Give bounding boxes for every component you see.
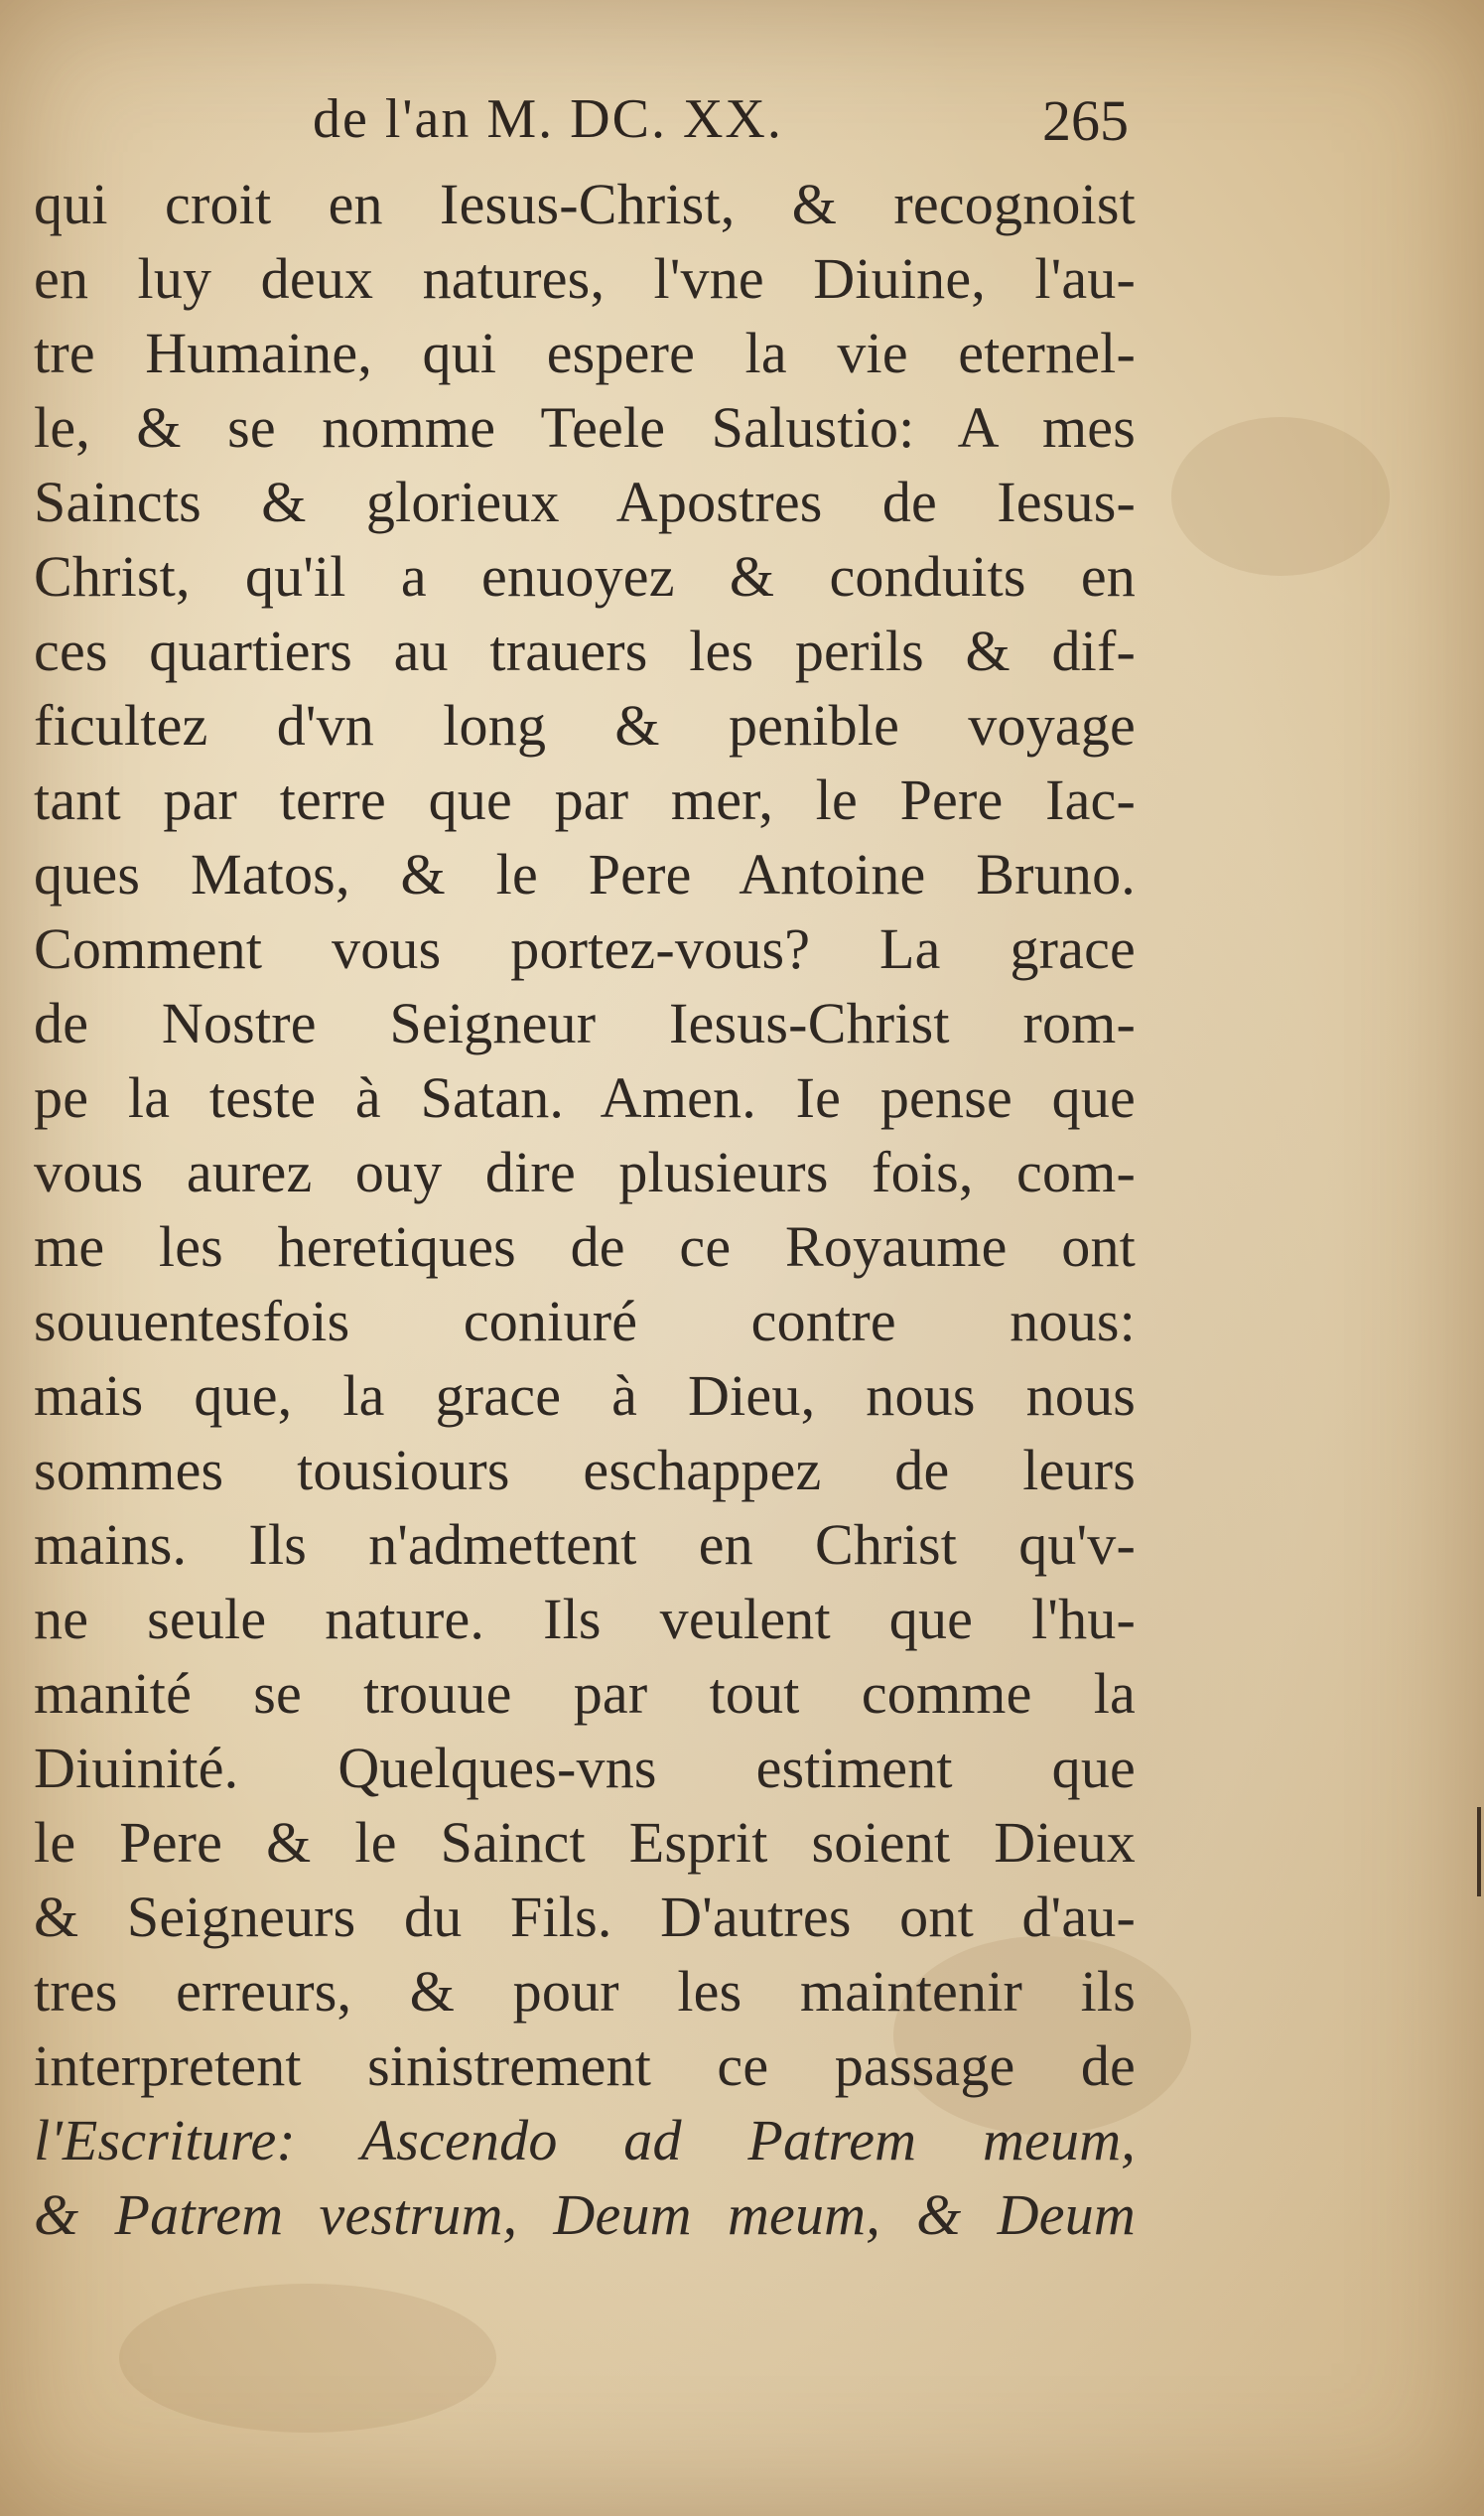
- body-text: [34, 167, 1136, 2252]
- text-line: Comment vous portez-vous? La grace: [34, 916, 1136, 981]
- text-line: Diuinité. Quelques-vns estiment que: [34, 1736, 1136, 1800]
- text-line: ne seule nature. Ils veulent que l'hu-: [34, 1587, 1136, 1651]
- text-line: vous aurez ouy dire plusieurs fois, com-: [34, 1140, 1136, 1204]
- text-line: pe la teste à Satan. Amen. Ie pense que: [34, 1065, 1136, 1130]
- text-line: souuentesfois coniuré contre nous:: [34, 1289, 1136, 1353]
- text-line: le Pere & le Sainct Esprit soient Dieux: [34, 1810, 1136, 1875]
- text-line: manité se trouue par tout comme la: [34, 1661, 1136, 1726]
- text-line: ficultez d'vn long & penible voyage: [34, 693, 1136, 758]
- text-line: tant par terre que par mer, le Pere Iac-: [34, 768, 1136, 832]
- text-line: interpretent sinistrement ce passage de: [34, 2033, 1136, 2098]
- text-line: en luy deux natures, l'vne Diuine, l'au-: [34, 246, 1136, 311]
- text-line: de Nostre Seigneur Iesus-Christ rom-: [34, 991, 1136, 1055]
- text-line: ques Matos, & le Pere Antoine Bruno.: [34, 842, 1136, 907]
- text-line: me les heretiques de ce Royaume ont: [34, 1214, 1136, 1279]
- running-head-title: de l'an M. DC. XX.: [313, 88, 783, 150]
- paper-stain: [1171, 417, 1390, 576]
- paper-stain: [119, 2284, 496, 2433]
- text-line: sommes tousiours eschappez de leurs: [34, 1438, 1136, 1502]
- text-line: Saincts & glorieux Apostres de Iesus-: [34, 470, 1136, 534]
- text-line: le, & se nomme Teele Salustio: A mes: [34, 395, 1136, 460]
- text-line: ces quartiers au trauers les perils & dif-: [34, 619, 1136, 683]
- page-edge-mark: [1477, 1807, 1481, 1896]
- running-head: [0, 87, 1484, 167]
- text-line-latin: & Patrem vestrum, Deum meum, & Deum: [34, 2182, 1136, 2247]
- text-line-latin: l'Escriture: Ascendo ad Patrem meum,: [34, 2108, 1136, 2172]
- text-line: tres erreurs, & pour les maintenir ils: [34, 1959, 1136, 2024]
- text-line: & Seigneurs du Fils. D'autres ont d'au-: [34, 1885, 1136, 1949]
- text-line: qui croit en Iesus-Christ, & recognoist: [34, 172, 1136, 236]
- text-line: mais que, la grace à Dieu, nous nous: [34, 1363, 1136, 1428]
- text-line: tre Humaine, qui espere la vie eternel-: [34, 321, 1136, 385]
- page-number: 265: [1042, 88, 1129, 153]
- text-line: mains. Ils n'admettent en Christ qu'v-: [34, 1512, 1136, 1577]
- text-line: Christ, qu'il a enuoyez & conduits en: [34, 544, 1136, 609]
